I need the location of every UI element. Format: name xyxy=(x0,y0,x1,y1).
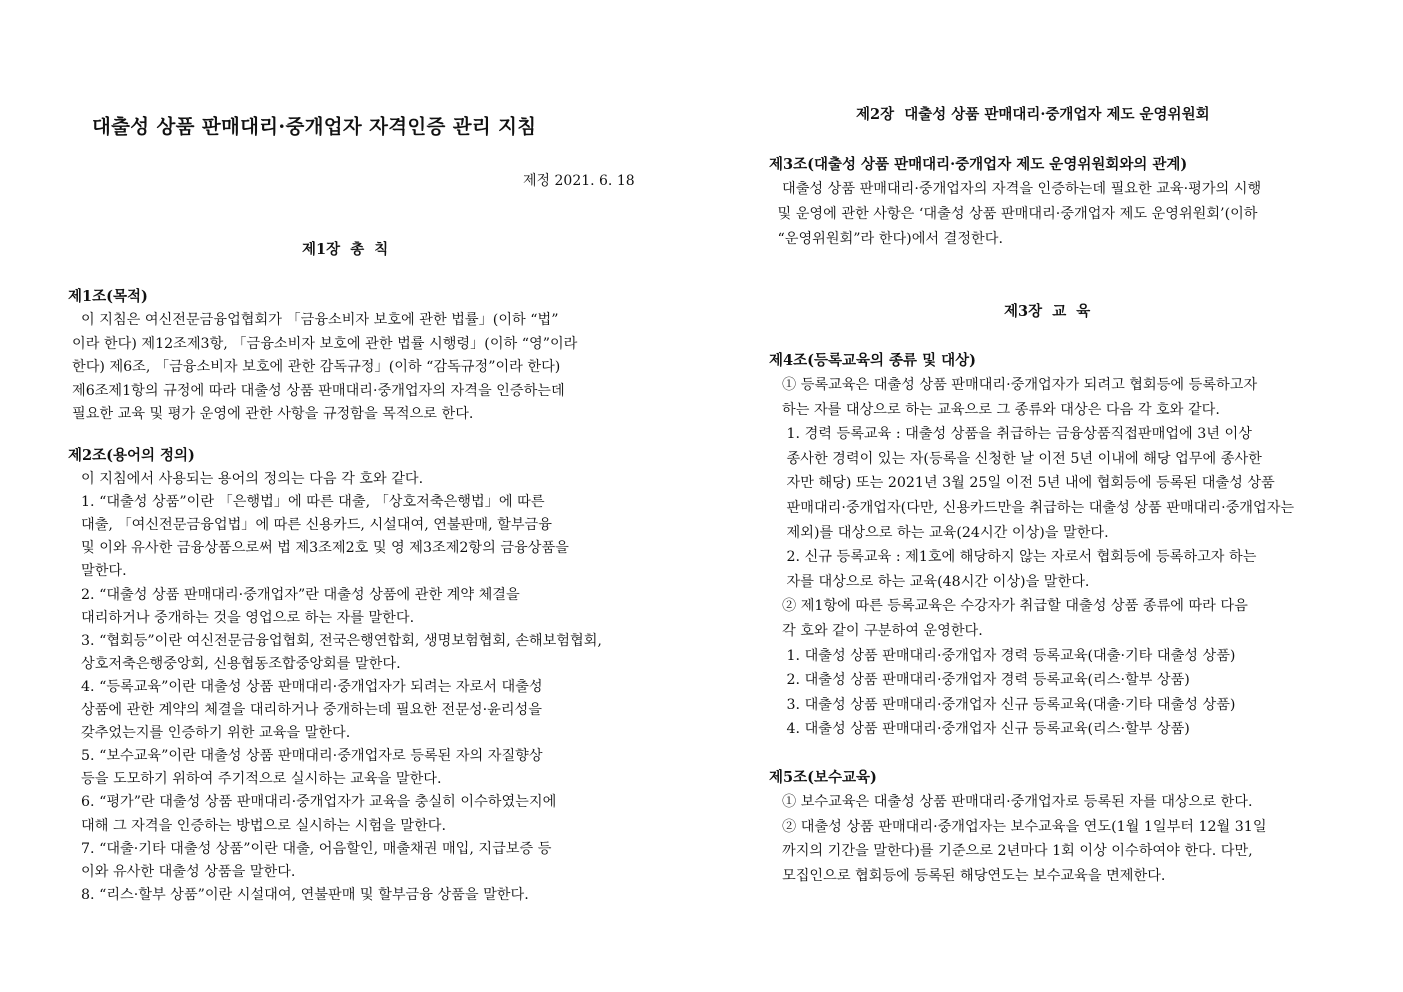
body-line: 및 이와 유사한 금융상품으로써 법 제3조제2호 및 영 제3조제2항의 금융상품을 xyxy=(72,540,569,557)
body-line: 모집인으로 협회등에 등록된 해당연도는 보수교육을 면제한다. xyxy=(773,867,1166,884)
body-line: 2. 대출성 상품 판매대리·중개업자 경력 등록교육(리스·할부 상품) xyxy=(773,672,1190,689)
article-2-heading: 제2조(용어의 정의) xyxy=(68,447,195,464)
body-line: 까지의 기간을 말한다)를 기준으로 2년마다 1회 이상 이수하여야 한다. 다만, xyxy=(773,843,1253,860)
body-line: 갖추었는지를 인증하기 위한 교육을 말한다. xyxy=(72,725,351,742)
body-line: 대리하거나 중개하는 것을 영업으로 하는 자를 말한다. xyxy=(72,609,415,626)
body-line: 8. “리스·할부 상품”이란 시설대여, 연불판매 및 할부금융 상품을 말한다. xyxy=(72,886,529,903)
body-line: “운영위원회”라 한다)에서 결정한다. xyxy=(773,231,1003,247)
body-line: ① 보수교육은 대출성 상품 판매대리·중개업자로 등록된 자를 대상으로 한다. xyxy=(773,794,1253,810)
enactment-date: 제정 2021. 6. 18 xyxy=(523,173,635,189)
body-line: 필요한 교육 및 평가 운영에 관한 사항을 규정함을 목적으로 한다. xyxy=(72,406,474,422)
body-line: 1. “대출성 상품”이란 「은행법」에 따른 대출, 「상호저축은행법」에 따른 xyxy=(72,494,545,511)
body-line: 2. 신규 등록교육 : 제1호에 해당하지 않는 자로서 협회등에 등록하고자 하는 xyxy=(773,549,1257,566)
body-line: 4. “등록교육”이란 대출성 상품 판매대리·중개업자가 되려는 자로서 대출성 xyxy=(72,678,543,695)
left-page xyxy=(0,0,701,992)
body-line: 3. “협회등”이란 여신전문금융업협회, 전국은행연합회, 생명보험협회, 손해보험협회, xyxy=(72,632,602,649)
body-line: 제6조제1항의 규정에 따라 대출성 상품 판매대리·중개업자의 자격을 인증하는데 xyxy=(72,382,565,399)
body-line: 6. “평가”란 대출성 상품 판매대리·중개업자가 교육을 충실히 이수하였는지에 xyxy=(72,794,557,811)
body-line: 1. 경력 등록교육 : 대출성 상품을 취급하는 금융상품직접판매업에 3년 이상 xyxy=(773,426,1252,443)
body-line: ② 제1항에 따른 등록교육은 수강자가 취급할 대출성 상품 종류에 따라 다음 xyxy=(773,598,1248,615)
chapter-1-heading: 제1장 총 칙 xyxy=(302,241,389,258)
article-3-heading: 제3조(대출성 상품 판매대리·중개업자 제도 운영위원회와의 관계) xyxy=(769,156,1188,173)
body-line: 및 운영에 관한 사항은 ‘대출성 상품 판매대리·중개업자 제도 운영위원회’(이하 xyxy=(773,206,1258,222)
article-1-heading: 제1조(목적) xyxy=(68,288,148,305)
body-line: 5. “보수교육”이란 대출성 상품 판매대리·중개업자로 등록된 자의 자질향상 xyxy=(72,748,543,765)
body-line: 이 지침에서 사용되는 용어의 정의는 다음 각 호와 같다. xyxy=(72,471,424,487)
body-line: 이라 한다) 제12조제3항, 「금융소비자 보호에 관한 법률 시행령」(이하 “영”이라 xyxy=(72,335,578,352)
body-line: 말한다. xyxy=(72,563,127,580)
body-line: 상품에 관한 계약의 체결을 대리하거나 중개하는데 필요한 전문성·윤리성을 xyxy=(72,702,542,718)
article-4-heading: 제4조(등록교육의 종류 및 대상) xyxy=(769,352,977,369)
body-line: 1. 대출성 상품 판매대리·중개업자 경력 등록교육(대출·기타 대출성 상품) xyxy=(773,647,1236,664)
body-line: 제외)를 대상으로 하는 교육(24시간 이상)을 말한다. xyxy=(773,524,1109,541)
body-line: 3. 대출성 상품 판매대리·중개업자 신규 등록교육(대출·기타 대출성 상품) xyxy=(773,696,1236,713)
body-line: 각 호와 같이 구분하여 운영한다. xyxy=(773,623,983,639)
chapter-2-heading: 제2장 대출성 상품 판매대리·중개업자 제도 운영위원회 xyxy=(856,106,1210,123)
body-line: 판매대리·중개업자(다만, 신용카드만을 취급하는 대출성 상품 판매대리·중개업자는 xyxy=(773,500,1295,516)
body-line: 자를 대상으로 하는 교육(48시간 이상)을 말한다. xyxy=(773,573,1090,590)
body-line: 7. “대출·기타 대출성 상품”이란 대출, 어음할인, 매출채권 매입, 지급보증 등 xyxy=(72,840,552,857)
body-line: 4. 대출성 상품 판매대리·중개업자 신규 등록교육(리스·할부 상품) xyxy=(773,721,1190,738)
body-line: 대출성 상품 판매대리·중개업자의 자격을 인증하는데 필요한 교육·평가의 시행 xyxy=(773,181,1262,197)
right-page xyxy=(701,0,1403,992)
document-title: 대출성 상품 판매대리·중개업자 자격인증 관리 지침 xyxy=(92,115,537,138)
body-line: 대출, 「여신전문금융업법」에 따른 신용카드, 시설대여, 연불판매, 할부금융 xyxy=(72,517,552,534)
body-line: 자만 해당) 또는 2021년 3월 25일 이전 5년 내에 협회등에 등록된 대출성 상품 xyxy=(773,475,1275,492)
body-line: 종사한 경력이 있는 자(등록을 신청한 날 이전 5년 이내에 해당 업무에 종사한 xyxy=(773,450,1262,467)
body-line: 한다) 제6조, 「금융소비자 보호에 관한 감독규정」(이하 “감독규정”이라 한다) xyxy=(72,359,561,375)
body-line: 등을 도모하기 위하여 주기적으로 실시하는 교육을 말한다. xyxy=(72,771,442,788)
article-5-heading: 제5조(보수교육) xyxy=(769,769,877,786)
body-line: ① 등록교육은 대출성 상품 판매대리·중개업자가 되려고 협회등에 등록하고자 xyxy=(773,377,1258,393)
body-line: 2. “대출성 상품 판매대리·중개업자”란 대출성 상품에 관한 계약 체결을 xyxy=(72,586,520,603)
body-line: 이와 유사한 대출성 상품을 말한다. xyxy=(72,863,296,880)
body-line: 하는 자를 대상으로 하는 교육으로 그 종류와 대상은 다음 각 호와 같다. xyxy=(773,401,1220,418)
body-line: 이 지침은 여신전문금융업협회가 「금융소비자 보호에 관한 법률」(이하 “법” xyxy=(72,312,559,328)
body-line: 상호저축은행중앙회, 신용협동조합중앙회를 말한다. xyxy=(72,655,401,672)
body-line: ② 대출성 상품 판매대리·중개업자는 보수교육을 연도(1월 1일부터 12월 31일 xyxy=(773,818,1267,835)
chapter-3-heading: 제3장 교 육 xyxy=(1004,303,1091,320)
body-line: 대해 그 자격을 인증하는 방법으로 실시하는 시험을 말한다. xyxy=(72,817,447,834)
